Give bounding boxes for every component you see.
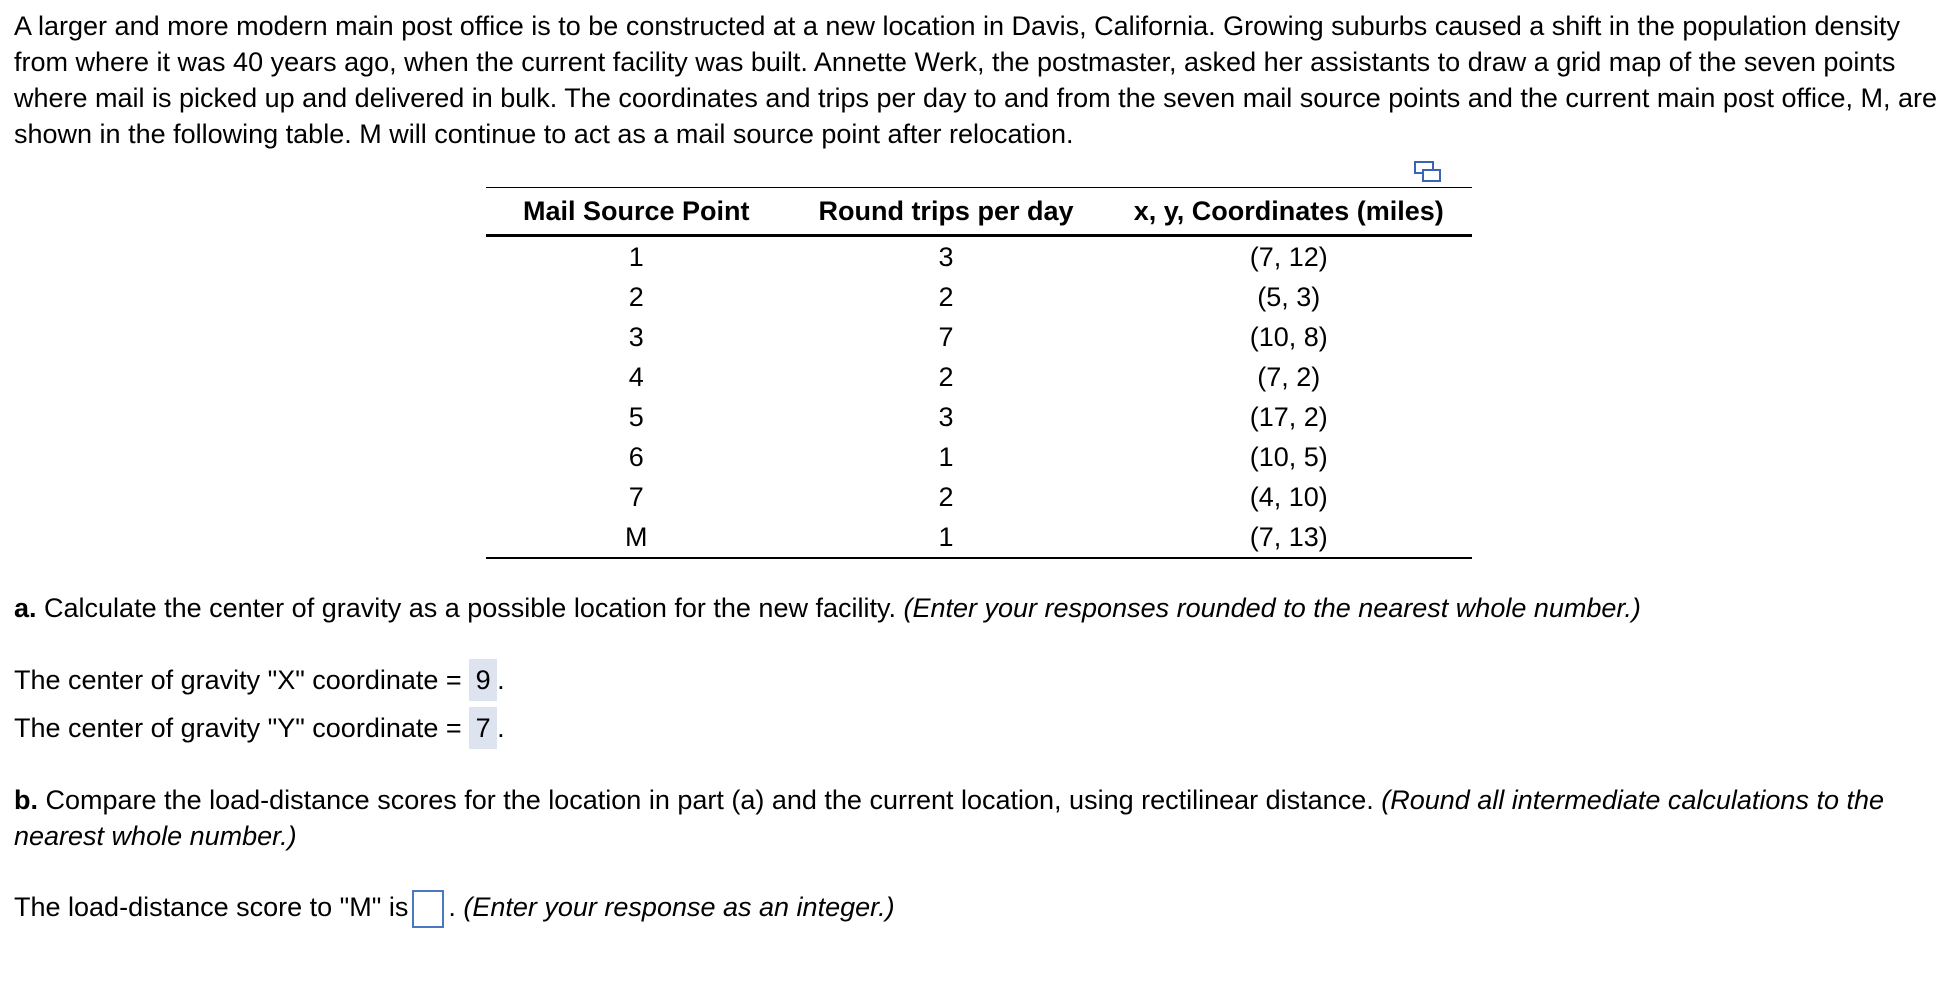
load-distance-input[interactable] — [412, 890, 444, 928]
table-header-row — [486, 188, 1472, 236]
part-b-text: Compare the load-distance scores for the location in part (a) and the current location, using rectilinear distance. — [38, 785, 1382, 815]
load-distance-line — [14, 886, 895, 928]
part-a-instruction: (Enter your responses rounded to the nearest whole number.) — [903, 593, 1641, 623]
cell-point: 5 — [628, 401, 644, 432]
cell-trips: 1 — [938, 521, 954, 552]
x-coordinate-answer[interactable]: 9 — [469, 659, 497, 701]
part-b-question — [14, 782, 1914, 854]
mail-source-table — [486, 187, 1472, 559]
part-a-text: Calculate the center of gravity as a possible location for the new facility. — [36, 593, 904, 623]
x-end-punct: . — [497, 665, 505, 695]
cell-point: 6 — [628, 441, 644, 472]
load-distance-suffix: . — [448, 892, 456, 922]
part-b-instruction: (Round all intermediate calculations to the nearest whole number.) — [14, 785, 1885, 851]
cell-coords: (10, 5) — [1249, 441, 1328, 472]
header-mail-source-point: Mail Source Point — [522, 195, 750, 226]
data-table-container — [486, 187, 1472, 559]
header-round-trips: Round trips per day — [818, 195, 1074, 226]
cell-coords: (5, 3) — [1257, 281, 1321, 312]
header-coordinates: x, y, Coordinates (miles) — [1133, 195, 1444, 226]
cell-point: M — [624, 521, 648, 552]
x-coordinate-line — [14, 659, 505, 701]
cell-point: 4 — [628, 361, 644, 392]
cell-trips: 2 — [938, 361, 954, 392]
table-row — [486, 277, 1472, 317]
table-row — [486, 397, 1472, 437]
cell-coords: (7, 13) — [1249, 521, 1328, 552]
cell-trips: 3 — [938, 401, 954, 432]
part-a-question — [14, 590, 1641, 626]
table-row — [486, 357, 1472, 397]
cell-coords: (7, 2) — [1257, 361, 1321, 392]
table-row — [486, 437, 1472, 477]
cell-trips: 1 — [938, 441, 954, 472]
y-coordinate-label: The center of gravity "Y" coordinate = — [14, 713, 470, 743]
part-b-label: b. — [14, 785, 38, 815]
cell-coords: (4, 10) — [1249, 481, 1328, 512]
y-coordinate-line — [14, 707, 505, 749]
cell-point: 1 — [628, 241, 644, 272]
cell-coords: (7, 12) — [1249, 241, 1328, 272]
cell-point: 7 — [628, 481, 644, 512]
table-row — [486, 517, 1472, 558]
load-distance-instruction: (Enter your response as an integer.) — [463, 892, 895, 922]
load-distance-label: The load-distance score to "M" is — [14, 892, 409, 922]
cell-trips: 7 — [938, 321, 954, 352]
expand-table-icon[interactable] — [1414, 161, 1442, 183]
cell-coords: (17, 2) — [1249, 401, 1328, 432]
cell-trips: 2 — [938, 281, 954, 312]
table-row — [486, 236, 1472, 278]
cell-point: 2 — [628, 281, 644, 312]
cell-coords: (10, 8) — [1249, 321, 1328, 352]
cell-trips: 2 — [938, 481, 954, 512]
y-coordinate-answer[interactable]: 7 — [469, 707, 497, 749]
part-a-label: a. — [14, 593, 37, 623]
y-end-punct: . — [497, 713, 505, 743]
table-row — [486, 477, 1472, 517]
cell-point: 3 — [628, 321, 644, 352]
x-coordinate-label: The center of gravity "X" coordinate = — [14, 665, 470, 695]
problem-intro: A larger and more modern main post office is to be constructed at a new location in Davis, California. Growing suburbs caused a shift in the population density from where it was 40 years ago, when the current facility was built. Annette Werk, the postmaster, asked her assistants to draw a grid map of the seven points where mail is picked up and delivered in bulk. The coordinates and trips per day to and from the seven mail source points and the current main post office, M, are shown in the following table. M will continue to act as a mail source point after relocation. — [14, 11, 1938, 149]
cell-trips: 3 — [938, 241, 954, 272]
table-row — [486, 317, 1472, 357]
